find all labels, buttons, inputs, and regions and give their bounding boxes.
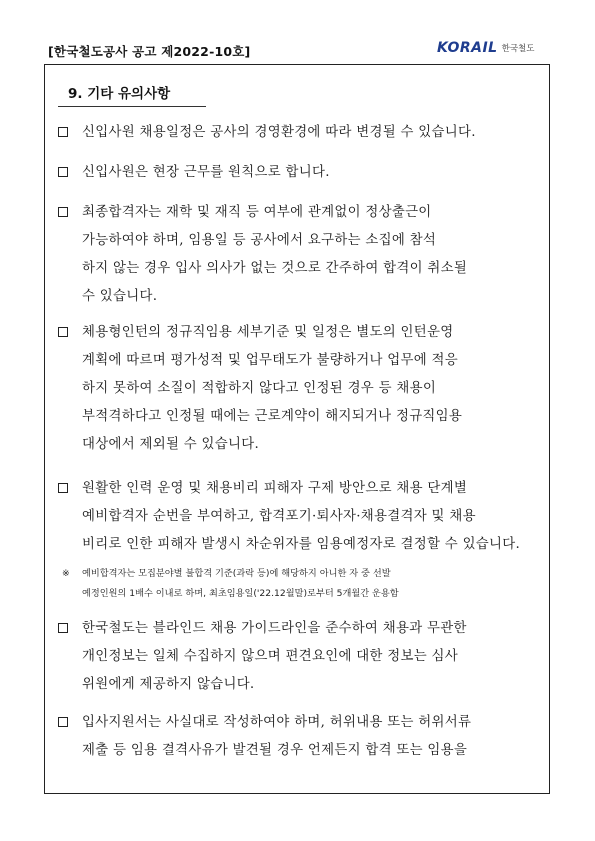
item-text: 가능하여야 하며, 임용일 등 공사에서 요구하는 소집에 참석 xyxy=(82,233,437,248)
list-item xyxy=(58,619,546,703)
item-text: 개인정보는 일체 수집하지 않으며 편견요인에 대한 정보는 심사 xyxy=(82,649,459,664)
reference-mark-icon: ※ xyxy=(62,568,70,579)
item-text: 하지 않는 경우 입사 의사가 없는 것으로 간주하여 합격이 취소될 xyxy=(82,261,468,276)
list-item xyxy=(58,713,546,769)
list-item xyxy=(58,163,546,191)
checkbox-icon xyxy=(58,207,68,217)
logo-wordmark: KORAIL xyxy=(437,40,498,56)
checkbox-icon xyxy=(58,327,68,337)
list-item xyxy=(58,323,546,463)
footnote xyxy=(62,566,542,606)
footnote-text: 예비합격자는 모집분야별 불합격 기준(과락 등)에 해당하지 아니한 자 중 선발 xyxy=(82,568,391,579)
item-text: 신입사원 채용일정은 공사의 경영환경에 따라 변경될 수 있습니다. xyxy=(82,125,476,140)
footnote-text: 예정인원의 1배수 이내로 하며, 최초임용일('22.12월말)로부터 5개월간 운용함 xyxy=(82,588,399,599)
checkbox-icon xyxy=(58,483,68,493)
korail-logo xyxy=(437,40,534,56)
checkbox-icon xyxy=(58,623,68,633)
item-text: 예비합격자 순번을 부여하고, 합격포기·퇴사자·채용결격자 및 채용 xyxy=(82,509,476,524)
section-underline xyxy=(58,106,206,107)
item-text: 신입사원은 현장 근무를 원칙으로 합니다. xyxy=(82,165,330,180)
checkbox-icon xyxy=(58,717,68,727)
list-item xyxy=(58,479,546,563)
checkbox-icon xyxy=(58,167,68,177)
checkbox-icon xyxy=(58,127,68,137)
item-text: 최종합격자는 재학 및 재직 등 여부에 관계없이 정상출근이 xyxy=(82,205,432,220)
item-text: 수 있습니다. xyxy=(82,289,158,304)
item-text: 체용형인턴의 정규직임용 세부기준 및 일정은 별도의 인턴운영 xyxy=(82,325,454,340)
footnote-line xyxy=(62,566,542,586)
list-item xyxy=(58,123,546,151)
list-item xyxy=(58,203,546,315)
item-text: 입사지원서는 사실대로 작성하여야 하며, 허위내용 또는 허위서류 xyxy=(82,715,472,730)
item-text: 위원에게 제공하지 않습니다. xyxy=(82,677,255,692)
notice-id: [한국철도공사 공고 제2022-10호] xyxy=(48,44,251,59)
item-text: 비리로 인한 피해자 발생시 차순위자를 임용예정자로 결정할 수 있습니다. xyxy=(82,537,521,552)
item-text: 한국철도는 블라인드 채용 가이드라인을 준수하여 채용과 무관한 xyxy=(82,621,467,636)
section-title: 9. 기타 유의사항 xyxy=(68,86,171,102)
item-text: 원활한 인력 운영 및 채용비리 피해자 구제 방안으로 채용 단계별 xyxy=(82,481,468,496)
item-text: 계획에 따르며 평가성적 및 업무태도가 불량하거나 업무에 적응 xyxy=(82,353,459,368)
item-text: 대상에서 제외될 수 있습니다. xyxy=(82,437,260,452)
item-text: 부적격하다고 인정될 때에는 근로계약이 해지되거나 정규직임용 xyxy=(82,409,463,424)
item-text: 하지 못하여 소질이 적합하지 않다고 인정된 경우 등 채용이 xyxy=(82,381,437,396)
logo-subtitle: 한국철도 xyxy=(501,44,535,54)
item-text: 제출 등 임용 결격사유가 발견될 경우 언제든지 합격 또는 임용을 xyxy=(82,743,468,758)
